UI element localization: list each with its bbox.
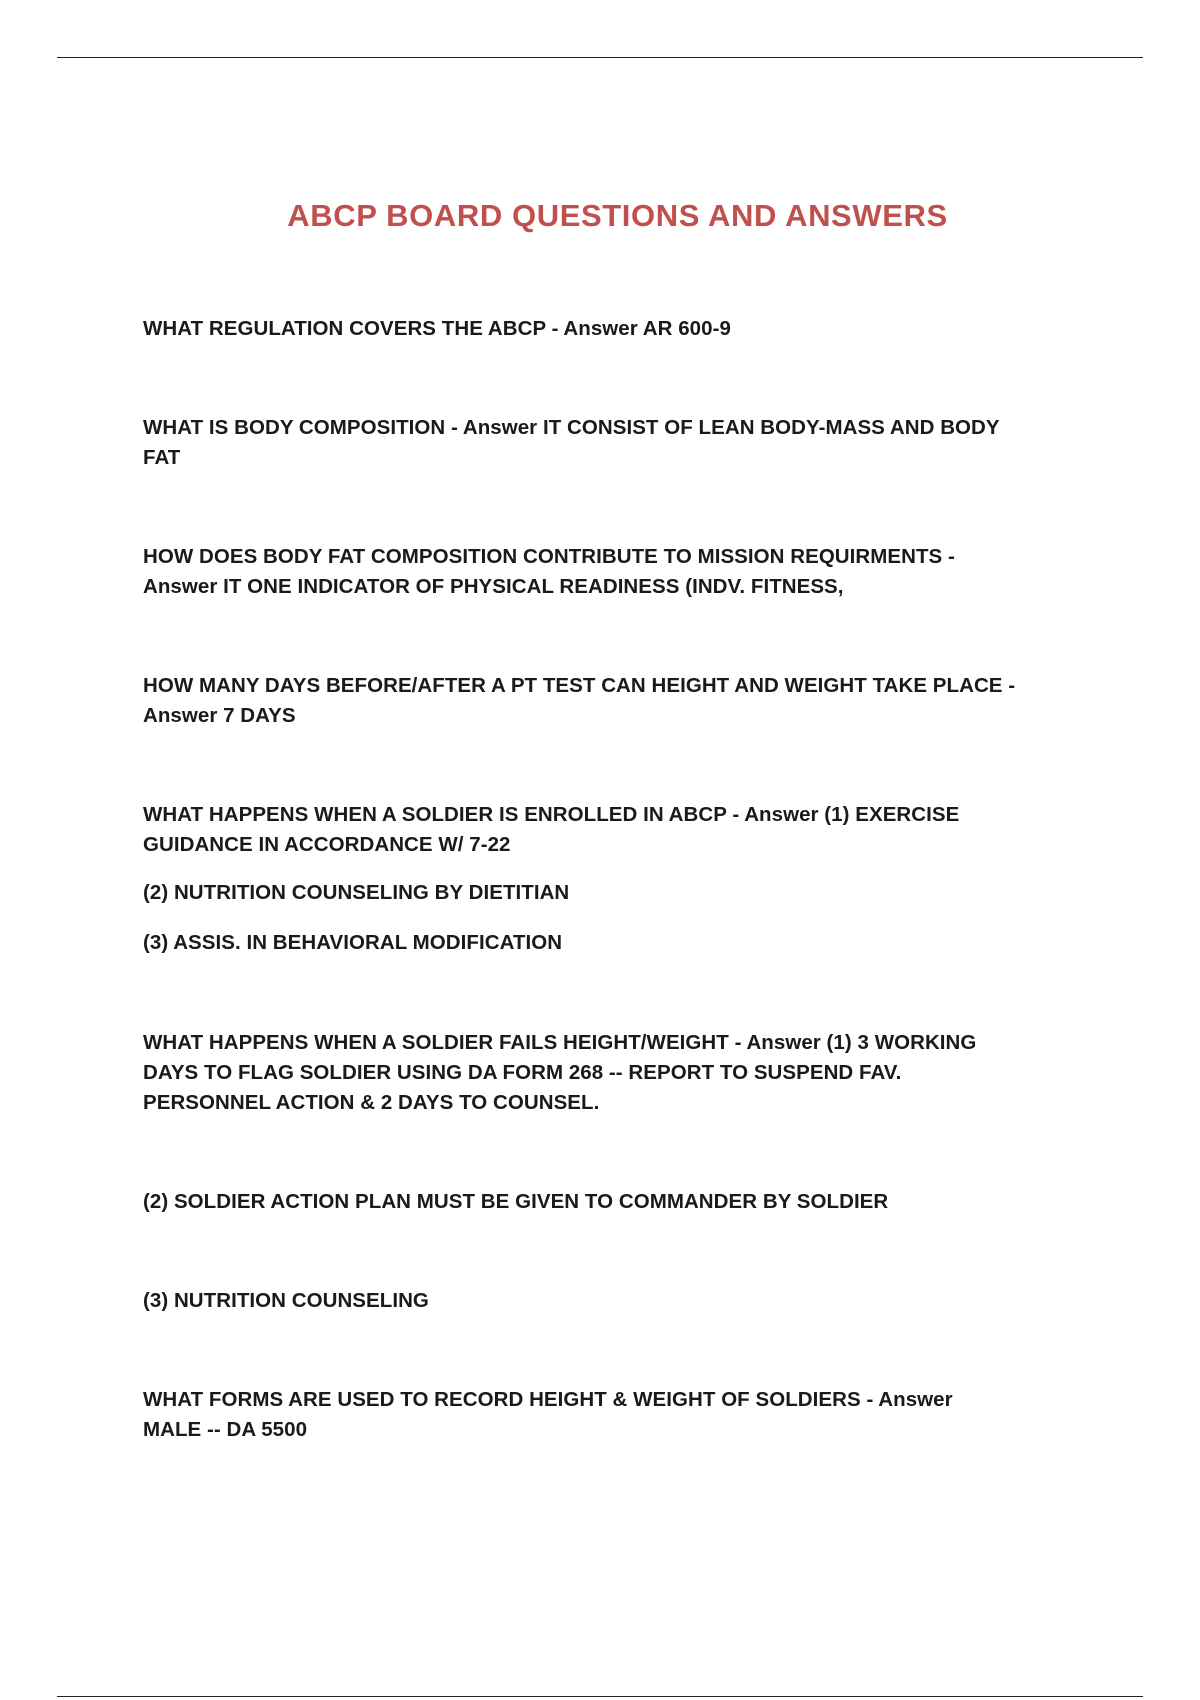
paragraph-line: DAYS TO FLAG SOLDIER USING DA FORM 268 -- REPORT TO SUSPEND FAV. (143, 1061, 902, 1084)
bottom-rule (57, 1696, 1143, 1697)
qa-paragraph-6 (143, 878, 1103, 908)
paragraph-line: WHAT REGULATION COVERS THE ABCP - Answer AR 600-9 (143, 317, 731, 340)
paragraph-line: WHAT HAPPENS WHEN A SOLDIER FAILS HEIGHT/WEIGHT - Answer (1) 3 WORKING (143, 1031, 977, 1054)
qa-paragraph-1 (143, 314, 1103, 344)
paragraph-line: (3) NUTRITION COUNSELING (143, 1289, 429, 1312)
qa-paragraph-4 (143, 671, 1103, 731)
paragraph-line: (2) NUTRITION COUNSELING BY DIETITIAN (143, 881, 570, 904)
paragraph-line: Answer 7 DAYS (143, 704, 296, 727)
paragraph-line: PERSONNEL ACTION & 2 DAYS TO COUNSEL. (143, 1091, 600, 1114)
paragraph-line: (3) ASSIS. IN BEHAVIORAL MODIFICATION (143, 931, 563, 954)
paragraph-line: HOW DOES BODY FAT COMPOSITION CONTRIBUTE TO MISSION REQUIRMENTS - (143, 545, 955, 568)
qa-paragraph-7 (143, 928, 1103, 958)
paragraph-line: WHAT HAPPENS WHEN A SOLDIER IS ENROLLED IN ABCP - Answer (1) EXERCISE (143, 803, 960, 826)
top-rule (57, 57, 1143, 58)
paragraph-line: FAT (143, 446, 181, 469)
paragraph-line: Answer IT ONE INDICATOR OF PHYSICAL READINESS (INDV. FITNESS, (143, 575, 844, 598)
paragraph-line: MALE -- DA 5500 (143, 1418, 308, 1441)
document-title: ABCP BOARD QUESTIONS AND ANSWERS (287, 198, 948, 233)
paragraph-line: HOW MANY DAYS BEFORE/AFTER A PT TEST CAN HEIGHT AND WEIGHT TAKE PLACE - (143, 674, 1016, 697)
qa-paragraph-3 (143, 542, 1103, 602)
qa-paragraph-8 (143, 1028, 1103, 1118)
qa-paragraph-9 (143, 1187, 1103, 1217)
paragraph-line: (2) SOLDIER ACTION PLAN MUST BE GIVEN TO COMMANDER BY SOLDIER (143, 1190, 889, 1213)
paragraph-line: WHAT IS BODY COMPOSITION - Answer IT CONSIST OF LEAN BODY-MASS AND BODY (143, 416, 1000, 439)
qa-paragraph-10 (143, 1286, 1103, 1316)
paragraph-line: GUIDANCE IN ACCORDANCE W/ 7-22 (143, 833, 511, 856)
paragraph-line: WHAT FORMS ARE USED TO RECORD HEIGHT & WEIGHT OF SOLDIERS - Answer (143, 1388, 953, 1411)
qa-paragraph-5 (143, 800, 1103, 860)
qa-paragraph-11 (143, 1385, 1103, 1445)
qa-paragraph-2 (143, 413, 1103, 473)
